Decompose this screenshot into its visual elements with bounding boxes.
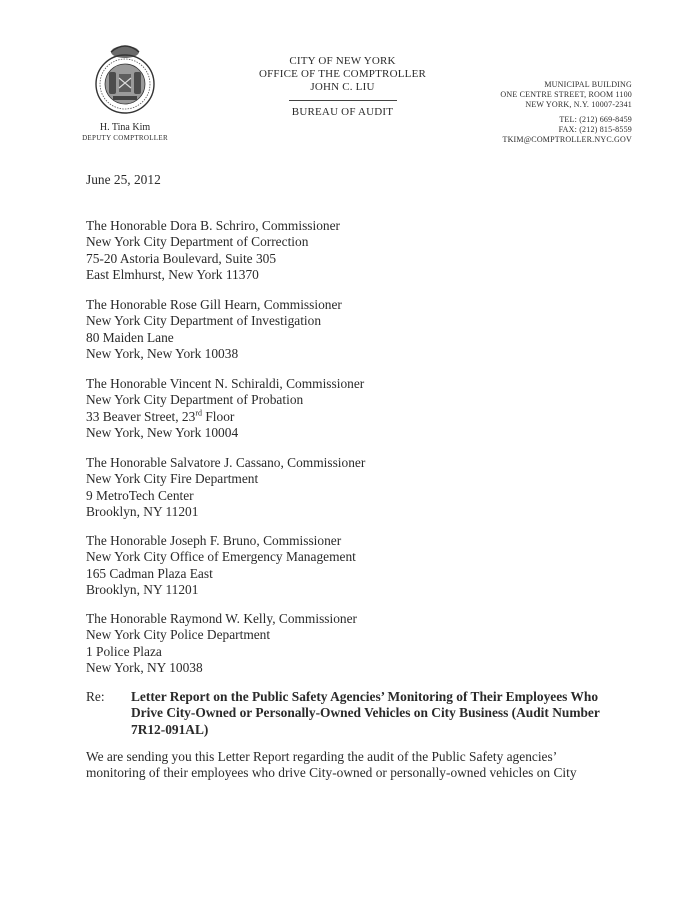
recipient-line: New York City Office of Emergency Management	[86, 549, 356, 565]
paragraph-line: We are sending you this Letter Report regarding the audit of the Public Safety agencies’	[86, 749, 558, 764]
office-name: OFFICE OF THE COMPTROLLER	[258, 68, 427, 80]
recipient-line: The Honorable Raymond W. Kelly, Commissioner	[86, 611, 358, 626]
recipient-block	[86, 297, 646, 362]
fax: FAX: (212) 815-8559	[558, 125, 632, 134]
body-paragraph	[86, 749, 646, 782]
telephone: TEL: (212) 669-8459	[559, 115, 632, 124]
recipient-line: 75-20 Astoria Boulevard, Suite 305	[86, 250, 277, 266]
recipient-line: 165 Cadman Plaza East	[86, 565, 213, 581]
recipient-line: Brooklyn, NY 11201	[86, 503, 199, 519]
contact-block	[412, 80, 632, 145]
recipient-line: 9 MetroTech Center	[86, 487, 194, 503]
recipient-line: 33 Beaver Street, 23rd Floor	[86, 408, 235, 424]
recipient-line: The Honorable Salvatore J. Cassano, Commissioner	[86, 455, 366, 470]
recipient-block	[86, 455, 646, 520]
recipient-line: New York, New York 10038	[86, 345, 239, 361]
comptroller-name: JOHN C. LIU	[310, 81, 375, 93]
subject-text: Drive City-Owned or Personally-Owned Vehicles on City Business (Audit Number	[131, 705, 600, 721]
office-heading	[245, 55, 440, 119]
city-state-zip: NEW YORK, N.Y. 10007-2341	[525, 100, 632, 109]
heading-divider	[289, 100, 397, 101]
bureau-name: BUREAU OF AUDIT	[291, 106, 394, 118]
subject-text: 7R12-091AL)	[131, 721, 209, 737]
recipient-block	[86, 376, 646, 441]
recipient-line: New York City Department of Investigation	[86, 313, 322, 329]
deputy-comptroller-name: H. Tina Kim	[99, 122, 151, 133]
recipient-line: New York, New York 10004	[86, 424, 239, 440]
recipient-line: East Elmhurst, New York 11370	[86, 266, 259, 282]
city-seal-logo	[93, 40, 157, 114]
recipient-line: The Honorable Dora B. Schriro, Commissioner	[86, 218, 341, 233]
recipient-line: The Honorable Joseph F. Bruno, Commissioner	[86, 533, 342, 548]
recipient-line: The Honorable Vincent N. Schiraldi, Commissioner	[86, 376, 365, 391]
recipient-line: 80 Maiden Lane	[86, 329, 174, 345]
re-label: Re:	[86, 689, 105, 704]
building-name: MUNICIPAL BUILDING	[544, 80, 632, 89]
recipient-block	[86, 611, 646, 676]
recipient-line: 1 Police Plaza	[86, 643, 162, 659]
recipient-line: The Honorable Rose Gill Hearn, Commissioner	[86, 297, 342, 312]
recipient-block	[86, 533, 646, 598]
recipient-block	[86, 218, 646, 283]
street-address: ONE CENTRE STREET, ROOM 1100	[500, 90, 632, 99]
recipient-line: New York City Department of Probation	[86, 392, 304, 408]
deputy-comptroller-title: DEPUTY COMPTROLLER	[82, 134, 168, 142]
city-name: CITY OF NEW YORK	[289, 55, 396, 67]
paragraph-line: monitoring of their employees who drive City-owned or personally-owned vehicles on City	[86, 765, 577, 781]
recipient-line: New York City Fire Department	[86, 471, 259, 487]
recipient-line: New York City Department of Correction	[86, 234, 309, 250]
email: TKIM@COMPTROLLER.NYC.GOV	[502, 135, 632, 144]
recipient-line: New York City Police Department	[86, 627, 271, 643]
recipient-line: New York, NY 10038	[86, 659, 203, 675]
subject-text: Letter Report on the Public Safety Agencies’ Monitoring of Their Employees Who	[131, 689, 599, 704]
subject-line	[131, 689, 631, 738]
letter-date: June 25, 2012	[86, 172, 161, 187]
recipient-line: Brooklyn, NY 11201	[86, 581, 199, 597]
